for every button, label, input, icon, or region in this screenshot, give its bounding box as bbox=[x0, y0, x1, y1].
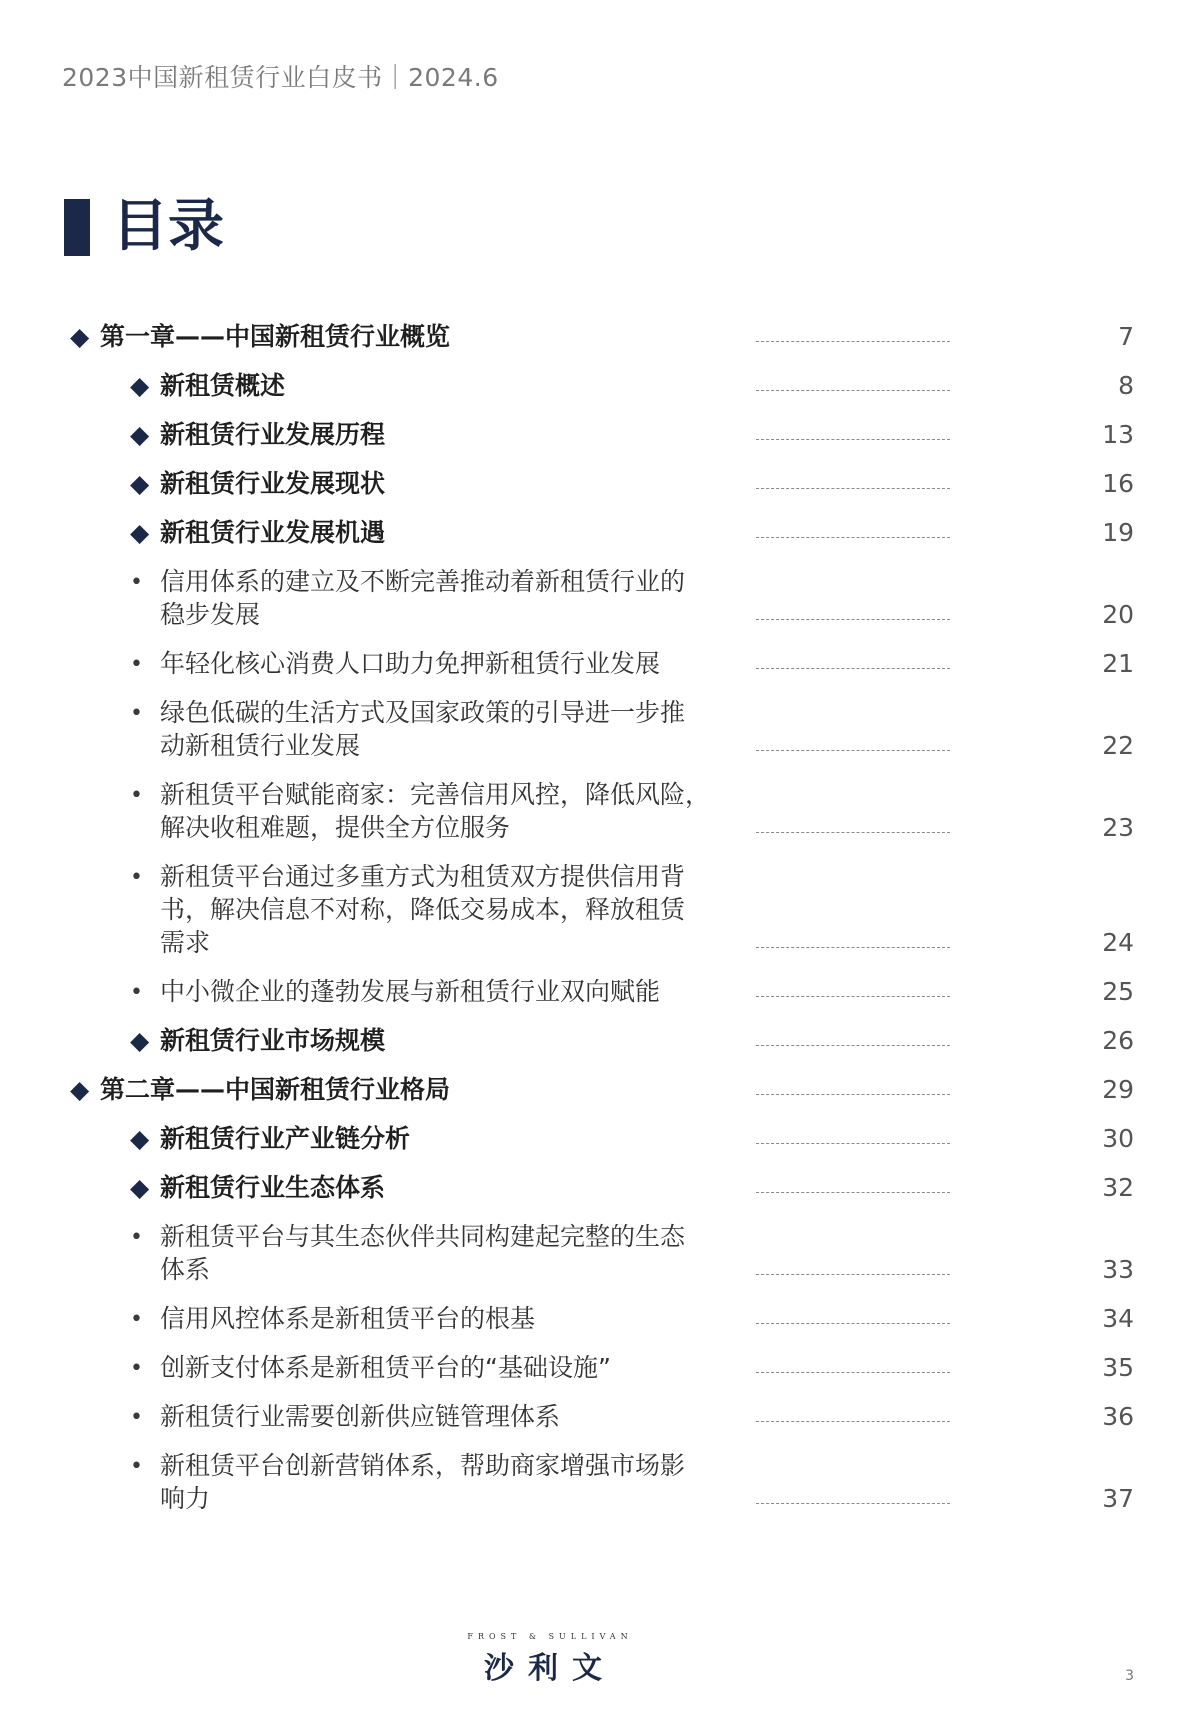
toc-page-number: 32 bbox=[1102, 1173, 1134, 1202]
dotted-leader bbox=[756, 390, 950, 391]
bullet-icon: • bbox=[130, 865, 143, 890]
logo-english: FROST & SULLIVAN bbox=[467, 1632, 633, 1641]
toc-entry-title bbox=[160, 418, 740, 451]
bullet-icon: • bbox=[130, 701, 143, 726]
toc-entry[interactable] bbox=[0, 1351, 1200, 1384]
toc-entry[interactable] bbox=[0, 1220, 1200, 1286]
toc-page-number: 35 bbox=[1102, 1353, 1134, 1382]
dotted-leader bbox=[756, 750, 950, 751]
toc-entry-line: 中小微企业的蓬勃发展与新租赁行业双向赋能 bbox=[160, 977, 661, 1006]
dotted-leader bbox=[756, 1323, 950, 1324]
diamond-bullet-icon: ◆ bbox=[130, 1124, 150, 1153]
dotted-leader bbox=[756, 439, 950, 440]
toc-entry[interactable] bbox=[0, 1073, 1200, 1106]
toc-entry-line: 动新租赁行业发展 bbox=[160, 731, 361, 760]
toc-entry-title bbox=[160, 1400, 740, 1433]
toc-entry[interactable] bbox=[0, 647, 1200, 680]
diamond-bullet-icon: ◆ bbox=[70, 1075, 90, 1104]
toc-entry[interactable] bbox=[0, 1024, 1200, 1057]
toc-entry-title bbox=[160, 696, 740, 762]
toc-entry[interactable] bbox=[0, 1302, 1200, 1335]
toc-page-number: 22 bbox=[1102, 731, 1134, 760]
toc-entry-line: 新租赁行业需要创新供应链管理体系 bbox=[160, 1402, 561, 1431]
toc-entry-title bbox=[100, 1073, 680, 1106]
toc-entry-line: 新租赁行业市场规模 bbox=[160, 1026, 386, 1055]
toc-entry[interactable] bbox=[0, 418, 1200, 451]
frost-sullivan-logo bbox=[465, 1632, 635, 1687]
toc-page-number: 20 bbox=[1102, 600, 1134, 629]
toc-entry-title bbox=[160, 369, 740, 402]
dotted-leader bbox=[756, 1372, 950, 1373]
toc-entry-title bbox=[160, 1449, 740, 1515]
dotted-leader bbox=[756, 1503, 950, 1504]
toc-entry-line: 第二章——中国新租赁行业格局 bbox=[100, 1075, 451, 1104]
toc-entry[interactable] bbox=[0, 565, 1200, 631]
dotted-leader bbox=[756, 1094, 950, 1095]
toc-entry[interactable] bbox=[0, 1400, 1200, 1433]
toc-page-number: 33 bbox=[1102, 1255, 1134, 1284]
toc-page-number: 7 bbox=[1118, 322, 1134, 351]
toc-entry-line: 新租赁行业发展历程 bbox=[160, 420, 386, 449]
dotted-leader bbox=[756, 488, 950, 489]
toc-page-number: 8 bbox=[1118, 371, 1134, 400]
toc-entry-line: 新租赁平台赋能商家：完善信用风控，降低风险， bbox=[160, 780, 711, 809]
toc-entry-line: 年轻化核心消费人口助力免押新租赁行业发展 bbox=[160, 649, 661, 678]
toc-entry-line: 需求 bbox=[160, 928, 211, 957]
toc-entry-line: 信用体系的建立及不断完善推动着新租赁行业的 bbox=[160, 567, 686, 596]
page-title: 目录 bbox=[112, 194, 224, 259]
toc-entry-line: 体系 bbox=[160, 1255, 211, 1284]
toc-entry-title bbox=[160, 516, 740, 549]
toc-entry[interactable] bbox=[0, 369, 1200, 402]
diamond-bullet-icon: ◆ bbox=[70, 322, 90, 351]
diamond-bullet-icon: ◆ bbox=[130, 1026, 150, 1055]
toc-entry-line: 书，解决信息不对称，降低交易成本，释放租赁 bbox=[160, 895, 686, 924]
dotted-leader bbox=[756, 1143, 950, 1144]
toc-entry-title bbox=[160, 1122, 740, 1155]
bullet-icon: • bbox=[130, 652, 143, 677]
toc-entry-title bbox=[160, 778, 740, 844]
dotted-leader bbox=[756, 668, 950, 669]
diamond-bullet-icon: ◆ bbox=[130, 469, 150, 498]
dotted-leader bbox=[756, 619, 950, 620]
toc-entry[interactable] bbox=[0, 975, 1200, 1008]
bullet-icon: • bbox=[130, 1307, 143, 1332]
toc-entry-title bbox=[160, 1351, 740, 1384]
toc-entry[interactable] bbox=[0, 1449, 1200, 1515]
toc-entry-line: 新租赁平台通过多重方式为租赁双方提供信用背 bbox=[160, 862, 686, 891]
bullet-icon: • bbox=[130, 1225, 143, 1250]
toc-page-number: 21 bbox=[1102, 649, 1134, 678]
toc-entry-title bbox=[160, 565, 740, 631]
diamond-bullet-icon: ◆ bbox=[130, 371, 150, 400]
toc-entry[interactable] bbox=[0, 778, 1200, 844]
toc-entry-line: 新租赁概述 bbox=[160, 371, 286, 400]
toc-entry-title bbox=[160, 860, 740, 959]
toc-entry-line: 新租赁平台与其生态伙伴共同构建起完整的生态 bbox=[160, 1222, 686, 1251]
toc-entry[interactable] bbox=[0, 467, 1200, 500]
bullet-icon: • bbox=[130, 1405, 143, 1430]
toc-entry[interactable] bbox=[0, 696, 1200, 762]
dotted-leader bbox=[756, 537, 950, 538]
bullet-icon: • bbox=[130, 1356, 143, 1381]
dotted-leader bbox=[756, 1274, 950, 1275]
toc-entry-title bbox=[160, 1220, 740, 1286]
toc-entry-line: 响力 bbox=[160, 1484, 211, 1513]
toc-entry-line: 解决收租难题，提供全方位服务 bbox=[160, 813, 511, 842]
diamond-bullet-icon: ◆ bbox=[130, 420, 150, 449]
toc-page-number: 13 bbox=[1102, 420, 1134, 449]
diamond-bullet-icon: ◆ bbox=[130, 518, 150, 547]
bullet-icon: • bbox=[130, 980, 143, 1005]
toc-page-number: 16 bbox=[1102, 469, 1134, 498]
toc-page-number: 34 bbox=[1102, 1304, 1134, 1333]
diamond-bullet-icon: ◆ bbox=[130, 1173, 150, 1202]
toc-entry-title bbox=[160, 975, 740, 1008]
toc-entry-title bbox=[160, 467, 740, 500]
toc-entry[interactable] bbox=[0, 1171, 1200, 1204]
dotted-leader bbox=[756, 1421, 950, 1422]
toc-entry[interactable] bbox=[0, 516, 1200, 549]
page-number: 3 bbox=[1125, 1668, 1134, 1684]
toc-entry-line: 新租赁行业生态体系 bbox=[160, 1173, 386, 1202]
toc-entry-line: 新租赁行业发展现状 bbox=[160, 469, 386, 498]
toc-entry-title bbox=[100, 320, 680, 353]
bullet-icon: • bbox=[130, 783, 143, 808]
dotted-leader bbox=[756, 341, 950, 342]
bullet-icon: • bbox=[130, 1454, 143, 1479]
toc-entry-line: 新租赁行业产业链分析 bbox=[160, 1124, 411, 1153]
dotted-leader bbox=[756, 832, 950, 833]
toc-entry-title bbox=[160, 647, 740, 680]
toc-entry-line: 新租赁平台创新营销体系，帮助商家增强市场影 bbox=[160, 1451, 686, 1480]
toc-page-number: 29 bbox=[1102, 1075, 1134, 1104]
toc-entry-title bbox=[160, 1024, 740, 1057]
toc-page-number: 26 bbox=[1102, 1026, 1134, 1055]
toc-entry[interactable] bbox=[0, 1122, 1200, 1155]
toc-entry-line: 第一章——中国新租赁行业概览 bbox=[100, 322, 451, 351]
toc-page-number: 19 bbox=[1102, 518, 1134, 547]
toc-page-number: 30 bbox=[1102, 1124, 1134, 1153]
dotted-leader bbox=[756, 996, 950, 997]
toc-page-number: 36 bbox=[1102, 1402, 1134, 1431]
toc-page-number: 37 bbox=[1102, 1484, 1134, 1513]
toc-entry-line: 信用风控体系是新租赁平台的根基 bbox=[160, 1304, 536, 1333]
toc-entry-line: 稳步发展 bbox=[160, 600, 261, 629]
toc-entry-title bbox=[160, 1302, 740, 1335]
logo-chinese: 沙利文 bbox=[484, 1651, 616, 1686]
toc-entry[interactable] bbox=[0, 320, 1200, 353]
toc-entry-line: 创新支付体系是新租赁平台的“基础设施” bbox=[160, 1353, 611, 1382]
toc-page-number: 25 bbox=[1102, 977, 1134, 1006]
toc-page-number: 23 bbox=[1102, 813, 1134, 842]
toc-entry[interactable] bbox=[0, 860, 1200, 959]
toc-entry-line: 绿色低碳的生活方式及国家政策的引导进一步推 bbox=[160, 698, 686, 727]
toc-entry-line: 新租赁行业发展机遇 bbox=[160, 518, 386, 547]
toc-page-number: 24 bbox=[1102, 928, 1134, 957]
bullet-icon: • bbox=[130, 570, 143, 595]
dotted-leader bbox=[756, 1045, 950, 1046]
header-title: 2023中国新租赁行业白皮书｜2024.6 bbox=[62, 63, 499, 92]
toc-entry-title bbox=[160, 1171, 740, 1204]
dotted-leader bbox=[756, 947, 950, 948]
dotted-leader bbox=[756, 1192, 950, 1193]
